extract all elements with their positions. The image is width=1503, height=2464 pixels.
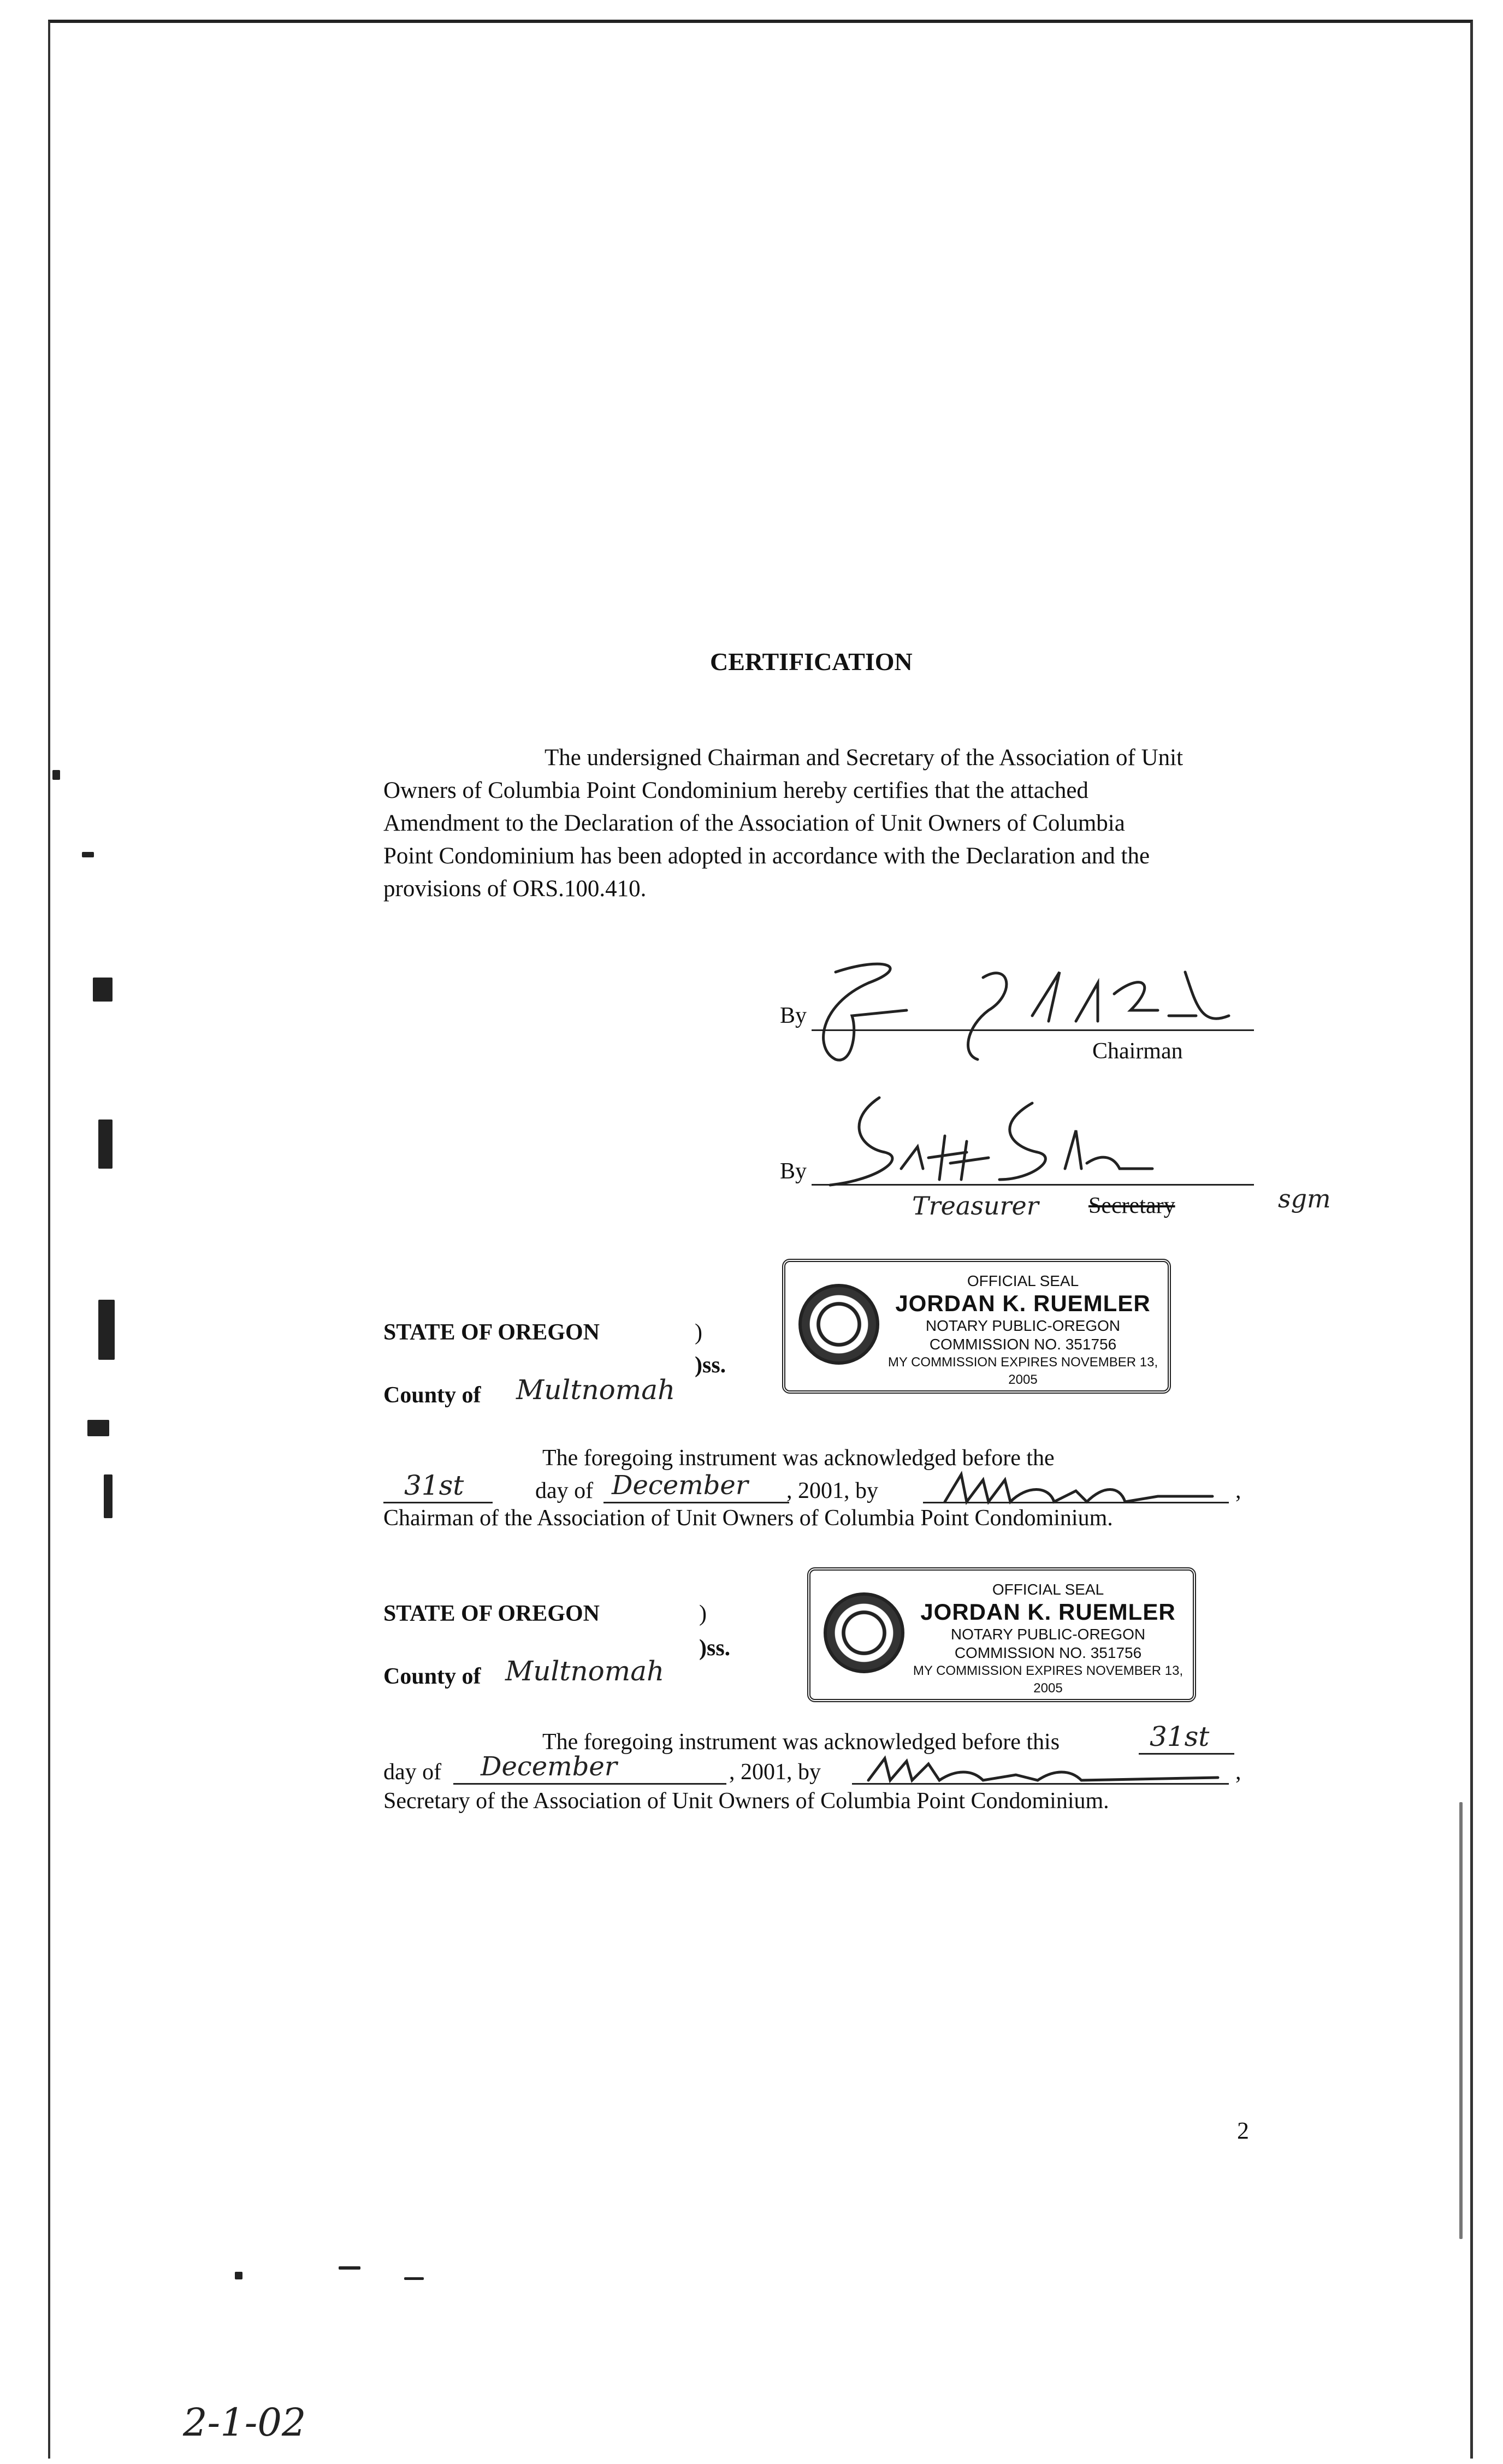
seal-commission: COMMISSION NO. 351756 bbox=[929, 1336, 1117, 1353]
month-handwritten: December bbox=[481, 1751, 617, 1782]
scan-border bbox=[48, 20, 1473, 2459]
paragraph-line: provisions of ORS.100.410. bbox=[383, 876, 647, 902]
treasurer-signature-line bbox=[812, 1184, 1254, 1186]
seal-expires: MY COMMISSION EXPIRES NOVEMBER 13, 2005 bbox=[887, 1355, 1158, 1387]
scan-speck bbox=[93, 978, 113, 1002]
by-label-chairman: By bbox=[780, 1003, 807, 1028]
day-of-label: day of bbox=[383, 1760, 442, 1785]
scan-speck bbox=[98, 1300, 115, 1360]
paragraph-line: Owners of Columbia Point Condominium hereby certifies that the attached bbox=[383, 778, 1088, 803]
scan-speck bbox=[104, 1474, 113, 1518]
chairman-signature-line bbox=[812, 1029, 1254, 1031]
day-handwritten: 31st bbox=[404, 1470, 464, 1501]
day-handwritten: 31st bbox=[1150, 1721, 1210, 1752]
scan-speck bbox=[1459, 1802, 1463, 2239]
seal-heading: OFFICIAL SEAL bbox=[967, 1272, 1079, 1289]
month-handwritten: December bbox=[612, 1470, 748, 1501]
seal-notary-title: NOTARY PUBLIC-OREGON bbox=[950, 1626, 1146, 1643]
county-handwritten: Multnomah bbox=[516, 1374, 676, 1406]
scan-speck bbox=[339, 2266, 360, 2270]
scan-speck bbox=[87, 1420, 109, 1436]
page-number: 2 bbox=[1237, 2117, 1249, 2144]
ss-label: )ss. bbox=[695, 1353, 726, 1378]
ss-label: )ss. bbox=[699, 1636, 731, 1661]
seal-expires: MY COMMISSION EXPIRES NOVEMBER 13, 2005 bbox=[913, 1663, 1184, 1696]
notary-seal bbox=[782, 1259, 1171, 1394]
county-label: County of bbox=[383, 1664, 481, 1689]
paren: ) bbox=[695, 1320, 702, 1345]
scan-speck bbox=[98, 1120, 113, 1169]
state-label: STATE OF OREGON bbox=[383, 1320, 600, 1345]
chairman-signature bbox=[803, 950, 1262, 1076]
seal-notary-name: JORDAN K. RUEMLER bbox=[895, 1290, 1151, 1316]
scan-speck bbox=[404, 2277, 424, 2280]
chairman-role: Chairman of the Association of Unit Owners of Columbia Point Condominium. bbox=[383, 1506, 1113, 1531]
year-label: , 2001, by bbox=[729, 1760, 821, 1785]
ack-line: The foregoing instrument was acknowledged before the bbox=[542, 1446, 1055, 1471]
paragraph-line: Amendment to the Declaration of the Association of Unit Owners of Columbia bbox=[383, 810, 1125, 836]
paragraph-line: The undersigned Chairman and Secretary of the Association of Unit bbox=[545, 745, 1184, 771]
comma: , bbox=[1235, 1760, 1241, 1785]
margin-initials: sgm bbox=[1278, 1184, 1331, 1213]
scan-speck bbox=[235, 2272, 242, 2279]
seal-commission: COMMISSION NO. 351756 bbox=[954, 1644, 1142, 1661]
chairman-title: Chairman bbox=[1092, 1039, 1183, 1064]
seal-notary-title: NOTARY PUBLIC-OREGON bbox=[925, 1317, 1121, 1334]
footer-handwritten-date: 2-1-02 bbox=[183, 2400, 306, 2445]
treasurer-signature bbox=[814, 1087, 1163, 1196]
treasurer-handwritten: Treasurer bbox=[912, 1191, 1039, 1221]
state-label: STATE OF OREGON bbox=[383, 1601, 600, 1626]
scan-speck bbox=[82, 852, 94, 857]
scan-speck bbox=[52, 770, 60, 780]
secretary-struck: Secretary bbox=[1088, 1193, 1175, 1218]
seal-heading: OFFICIAL SEAL bbox=[992, 1581, 1104, 1598]
county-label: County of bbox=[383, 1383, 481, 1408]
oregon-seal-icon bbox=[824, 1592, 904, 1673]
paren: ) bbox=[699, 1601, 707, 1626]
oregon-seal-icon bbox=[798, 1284, 879, 1365]
ack-line: The foregoing instrument was acknowledged before this bbox=[542, 1729, 1060, 1755]
year-label: , 2001, by bbox=[786, 1478, 878, 1503]
county-handwritten: Multnomah bbox=[505, 1655, 665, 1687]
document-title: CERTIFICATION bbox=[710, 648, 913, 676]
secretary-role: Secretary of the Association of Unit Owners of Columbia Point Condominium. bbox=[383, 1788, 1109, 1814]
comma: , bbox=[1235, 1478, 1241, 1503]
seal-notary-name: JORDAN K. RUEMLER bbox=[920, 1599, 1176, 1625]
paragraph-line: Point Condominium has been adopted in accordance with the Declaration and the bbox=[383, 843, 1150, 869]
notary-seal bbox=[807, 1567, 1196, 1702]
certification-paragraph bbox=[383, 742, 1279, 905]
day-of-label: day of bbox=[535, 1478, 594, 1503]
by-label-treasurer: By bbox=[780, 1159, 807, 1184]
